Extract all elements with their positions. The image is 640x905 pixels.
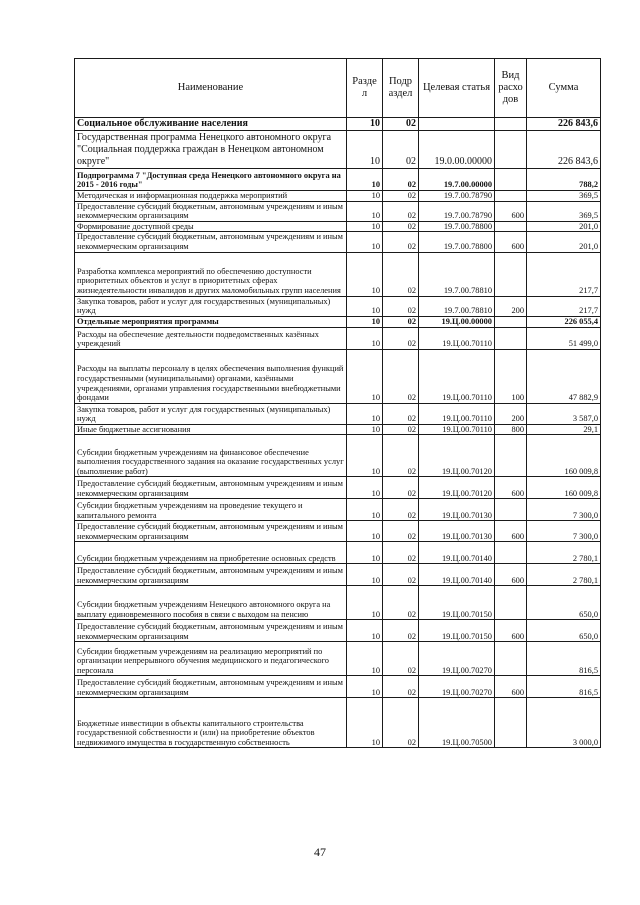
- cell-name: Субсидии бюджетным учреждениям на проведение текущего и капитального ремонта: [75, 499, 347, 521]
- cell-article: 19.Ц.00.70110: [419, 403, 495, 424]
- cell-razdel: 10: [347, 232, 383, 252]
- cell-razdel: 10: [347, 521, 383, 542]
- table-row: [75, 252, 601, 296]
- table-row: [75, 424, 601, 435]
- header-article: Целевая статья: [419, 59, 495, 118]
- cell-article: 19.Ц.00.70500: [419, 698, 495, 748]
- cell-podrazdel: 02: [383, 316, 419, 327]
- cell-article: 19.7.00.78800: [419, 232, 495, 252]
- cell-vid: 200: [495, 403, 527, 424]
- cell-article: 19.Ц.00.70270: [419, 676, 495, 698]
- cell-vid: 600: [495, 676, 527, 698]
- cell-article: 19.Ц.00.70120: [419, 477, 495, 499]
- cell-name: Предоставление субсидий бюджетным, автономным учреждениям и иным некоммерческим организациям: [75, 521, 347, 542]
- table-row: [75, 296, 601, 316]
- cell-name: Расходы на обеспечение деятельности подведомственных казённых учреждений: [75, 327, 347, 349]
- cell-sum: 160 009,8: [527, 435, 601, 477]
- cell-razdel: 10: [347, 586, 383, 620]
- budget-table: [74, 58, 601, 748]
- cell-razdel: 10: [347, 403, 383, 424]
- cell-podrazdel: 02: [383, 477, 419, 499]
- cell-article: 19.Ц.00.70140: [419, 542, 495, 564]
- cell-article: 19.7.00.78790: [419, 201, 495, 221]
- cell-razdel: 10: [347, 676, 383, 698]
- cell-article: 19.Ц.00.70150: [419, 586, 495, 620]
- cell-article: 19.Ц.00.70150: [419, 620, 495, 642]
- cell-sum: 7 300,0: [527, 499, 601, 521]
- cell-sum: 650,0: [527, 586, 601, 620]
- cell-vid: [495, 499, 527, 521]
- table-row: [75, 477, 601, 499]
- cell-article: 19.7.00.78790: [419, 191, 495, 202]
- cell-podrazdel: 02: [383, 252, 419, 296]
- table-row: [75, 521, 601, 542]
- cell-sum: 201,0: [527, 221, 601, 232]
- table-row: [75, 642, 601, 676]
- cell-podrazdel: 02: [383, 435, 419, 477]
- cell-razdel: 10: [347, 252, 383, 296]
- table-row: [75, 586, 601, 620]
- cell-podrazdel: 02: [383, 169, 419, 191]
- cell-podrazdel: 02: [383, 586, 419, 620]
- cell-sum: 47 882,9: [527, 349, 601, 403]
- cell-podrazdel: 02: [383, 620, 419, 642]
- cell-sum: 217,7: [527, 252, 601, 296]
- cell-sum: 816,5: [527, 676, 601, 698]
- table-row: [75, 435, 601, 477]
- cell-name: Закупка товаров, работ и услуг для государственных (муниципальных) нужд: [75, 296, 347, 316]
- cell-vid: [495, 131, 527, 169]
- header-vid: Вид расхо дов: [495, 59, 527, 118]
- cell-name: Субсидии бюджетным учреждениям на приобретение основных средств: [75, 542, 347, 564]
- table-row: [75, 620, 601, 642]
- table-row: [75, 349, 601, 403]
- header-podrazdel: Подр аздел: [383, 59, 419, 118]
- cell-article: [419, 118, 495, 131]
- cell-razdel: 10: [347, 477, 383, 499]
- cell-name: Методическая и информационная поддержка мероприятий: [75, 191, 347, 202]
- table-row: [75, 191, 601, 202]
- cell-vid: [495, 118, 527, 131]
- cell-name: Государственная программа Ненецкого автономного округа "Социальная поддержка граждан в Ненецком автономном округе": [75, 131, 347, 169]
- cell-sum: 226 055,4: [527, 316, 601, 327]
- table-row: [75, 131, 601, 169]
- cell-razdel: 10: [347, 542, 383, 564]
- cell-article: 19.Ц.00.70130: [419, 521, 495, 542]
- cell-article: 19.7.00.78800: [419, 221, 495, 232]
- cell-name: Субсидии бюджетным учреждениям Ненецкого автономного округа на выплату единовременного пособия в связи с выходом на пенсию: [75, 586, 347, 620]
- cell-podrazdel: 02: [383, 521, 419, 542]
- cell-vid: 600: [495, 620, 527, 642]
- cell-name: Иные бюджетные ассигнования: [75, 424, 347, 435]
- cell-podrazdel: 02: [383, 327, 419, 349]
- cell-razdel: 10: [347, 327, 383, 349]
- cell-podrazdel: 02: [383, 221, 419, 232]
- cell-name: Субсидии бюджетным учреждениям на финансовое обеспечение выполнения государственного задания на оказание государственных услуг (выполнение работ): [75, 435, 347, 477]
- cell-podrazdel: 02: [383, 424, 419, 435]
- cell-article: 19.0.00.00000: [419, 131, 495, 169]
- cell-sum: 2 780,1: [527, 564, 601, 586]
- cell-article: 19.Ц.00.70130: [419, 499, 495, 521]
- cell-name: Закупка товаров, работ и услуг для государственных (муниципальных) нужд: [75, 403, 347, 424]
- cell-razdel: 10: [347, 191, 383, 202]
- cell-name: Расходы на выплаты персоналу в целях обеспечения выполнения функций государственными (муниципальными) органами, казёнными учреждениями, органами управления государственными внебюджетными фондами: [75, 349, 347, 403]
- table-row: [75, 327, 601, 349]
- cell-sum: 3 587,0: [527, 403, 601, 424]
- cell-razdel: 10: [347, 620, 383, 642]
- cell-vid: 600: [495, 477, 527, 499]
- cell-podrazdel: 02: [383, 296, 419, 316]
- cell-vid: 800: [495, 424, 527, 435]
- cell-name: Социальное обслуживание населения: [75, 118, 347, 131]
- cell-article: 19.Ц.00.70110: [419, 327, 495, 349]
- cell-sum: 369,5: [527, 191, 601, 202]
- cell-razdel: 10: [347, 424, 383, 435]
- cell-razdel: 10: [347, 221, 383, 232]
- cell-name: Бюджетные инвестиции в объекты капитального строительства государственной собственности и (или) на приобретение объектов недвижимого имущества в государственную собственность: [75, 698, 347, 748]
- table-row: [75, 221, 601, 232]
- cell-article: 19.Ц.00.70110: [419, 349, 495, 403]
- cell-article: 19.Ц.00.70110: [419, 424, 495, 435]
- header-sum: Сумма: [527, 59, 601, 118]
- cell-razdel: 10: [347, 118, 383, 131]
- table-row: [75, 698, 601, 748]
- cell-vid: [495, 698, 527, 748]
- table-row: [75, 564, 601, 586]
- cell-name: Предоставление субсидий бюджетным, автономным учреждениям и иным некоммерческим организациям: [75, 201, 347, 221]
- cell-vid: [495, 191, 527, 202]
- cell-name: Разработка комплекса мероприятий по обеспечению доступности приоритетных объектов и услуг в приоритетных сферах жизнедеятельности инвалидов и других маломобильных групп населения: [75, 252, 347, 296]
- cell-vid: [495, 252, 527, 296]
- cell-vid: [495, 642, 527, 676]
- cell-name: Подпрограмма 7 "Доступная среда Ненецкого автономного округа на 2015 - 2016 годы": [75, 169, 347, 191]
- cell-podrazdel: 02: [383, 698, 419, 748]
- cell-sum: 201,0: [527, 232, 601, 252]
- cell-name: Субсидии бюджетным учреждениям на реализацию мероприятий по организации непрерывного обучения медицинского и педагогического персонала: [75, 642, 347, 676]
- cell-sum: 29,1: [527, 424, 601, 435]
- cell-name: Предоставление субсидий бюджетным, автономным учреждениям и иным некоммерческим организациям: [75, 676, 347, 698]
- header-razdel: Разде л: [347, 59, 383, 118]
- cell-article: 19.Ц.00.70120: [419, 435, 495, 477]
- cell-article: 19.Ц.00.70270: [419, 642, 495, 676]
- cell-article: 19.Ц.00.00000: [419, 316, 495, 327]
- table-row: [75, 499, 601, 521]
- cell-razdel: 10: [347, 296, 383, 316]
- cell-vid: [495, 169, 527, 191]
- cell-article: 19.7.00.78810: [419, 252, 495, 296]
- cell-razdel: 10: [347, 564, 383, 586]
- cell-podrazdel: 02: [383, 499, 419, 521]
- table-body: [75, 118, 601, 748]
- header-row: [75, 59, 601, 118]
- cell-vid: [495, 542, 527, 564]
- cell-razdel: 10: [347, 642, 383, 676]
- cell-razdel: 10: [347, 201, 383, 221]
- cell-vid: [495, 586, 527, 620]
- cell-razdel: 10: [347, 316, 383, 327]
- cell-vid: [495, 327, 527, 349]
- cell-podrazdel: 02: [383, 349, 419, 403]
- cell-sum: 217,7: [527, 296, 601, 316]
- cell-name: Предоставление субсидий бюджетным, автономным учреждениям и иным некоммерческим организациям: [75, 477, 347, 499]
- cell-sum: 369,5: [527, 201, 601, 221]
- cell-sum: 3 000,0: [527, 698, 601, 748]
- cell-vid: [495, 221, 527, 232]
- cell-podrazdel: 02: [383, 232, 419, 252]
- cell-podrazdel: 02: [383, 403, 419, 424]
- cell-sum: 788,2: [527, 169, 601, 191]
- cell-podrazdel: 02: [383, 131, 419, 169]
- cell-name: Отдельные мероприятия программы: [75, 316, 347, 327]
- cell-vid: 600: [495, 201, 527, 221]
- cell-sum: 51 499,0: [527, 327, 601, 349]
- table-row: [75, 118, 601, 131]
- cell-name: Предоставление субсидий бюджетным, автономным учреждениям и иным некоммерческим организациям: [75, 232, 347, 252]
- cell-vid: 600: [495, 521, 527, 542]
- page-number: 47: [314, 845, 326, 859]
- cell-razdel: 10: [347, 499, 383, 521]
- cell-podrazdel: 02: [383, 542, 419, 564]
- header-name: Наименование: [75, 59, 347, 118]
- cell-vid: 600: [495, 564, 527, 586]
- table-row: [75, 676, 601, 698]
- cell-name: Предоставление субсидий бюджетным, автономным учреждениям и иным некоммерческим организациям: [75, 620, 347, 642]
- cell-razdel: 10: [347, 435, 383, 477]
- table-row: [75, 232, 601, 252]
- cell-article: 19.7.00.78810: [419, 296, 495, 316]
- table-row: [75, 169, 601, 191]
- cell-podrazdel: 02: [383, 191, 419, 202]
- cell-sum: 226 843,6: [527, 131, 601, 169]
- cell-sum: 160 009,8: [527, 477, 601, 499]
- cell-podrazdel: 02: [383, 201, 419, 221]
- cell-podrazdel: 02: [383, 118, 419, 131]
- table-row: [75, 542, 601, 564]
- cell-article: 19.Ц.00.70140: [419, 564, 495, 586]
- cell-sum: 226 843,6: [527, 118, 601, 131]
- cell-sum: 816,5: [527, 642, 601, 676]
- cell-razdel: 10: [347, 698, 383, 748]
- cell-podrazdel: 02: [383, 564, 419, 586]
- table-row: [75, 201, 601, 221]
- cell-razdel: 10: [347, 131, 383, 169]
- cell-vid: [495, 435, 527, 477]
- table-row: [75, 403, 601, 424]
- cell-sum: 2 780,1: [527, 542, 601, 564]
- cell-name: Формирование доступной среды: [75, 221, 347, 232]
- cell-vid: [495, 316, 527, 327]
- cell-vid: 100: [495, 349, 527, 403]
- cell-name: Предоставление субсидий бюджетным, автономным учреждениям и иным некоммерческим организациям: [75, 564, 347, 586]
- cell-razdel: 10: [347, 349, 383, 403]
- cell-sum: 650,0: [527, 620, 601, 642]
- cell-vid: 200: [495, 296, 527, 316]
- cell-article: 19.7.00.00000: [419, 169, 495, 191]
- cell-razdel: 10: [347, 169, 383, 191]
- cell-podrazdel: 02: [383, 676, 419, 698]
- cell-podrazdel: 02: [383, 642, 419, 676]
- cell-sum: 7 300,0: [527, 521, 601, 542]
- cell-vid: 600: [495, 232, 527, 252]
- table-row: [75, 316, 601, 327]
